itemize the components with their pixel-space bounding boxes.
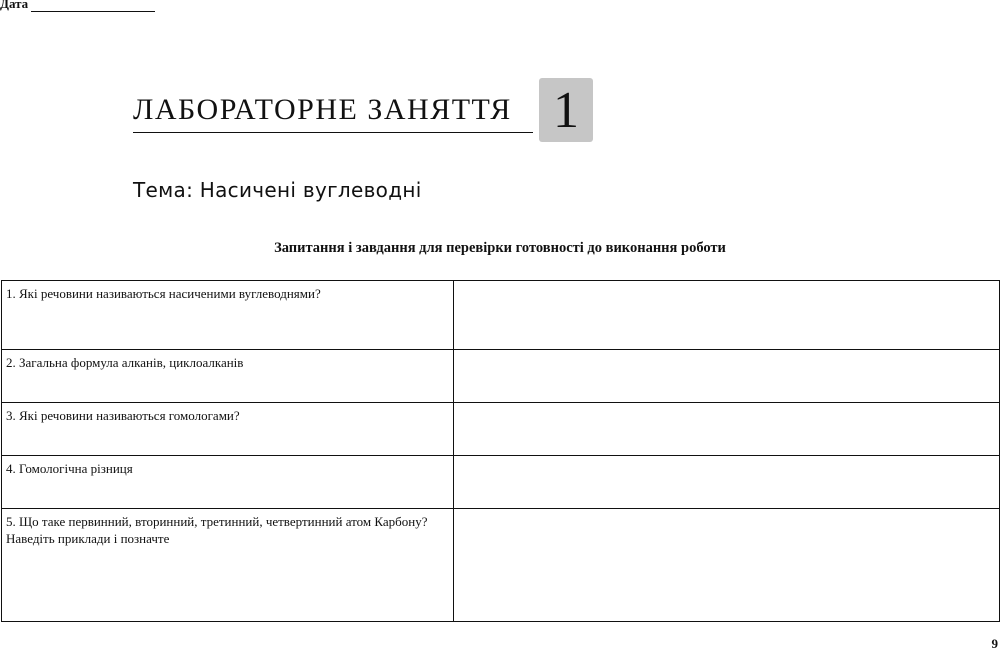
lab-title: ЛАБОРАТОРНЕ ЗАНЯТТЯ	[133, 88, 533, 133]
table-row	[2, 281, 1000, 350]
topic-title: Тема: Насичені вуглеводні	[133, 178, 422, 202]
lab-number-badge: 1	[539, 78, 593, 142]
date-blank-line[interactable]	[31, 0, 155, 12]
table-row	[2, 456, 1000, 509]
table-row	[2, 350, 1000, 403]
question-2: 2. Загальна формула алканів, циклоалканів	[2, 350, 454, 403]
answer-4-field[interactable]	[454, 456, 1000, 509]
table-row	[2, 403, 1000, 456]
section-heading: Запитання і завдання для перевірки готовності до виконання роботи	[274, 240, 726, 256]
date-label: Дата	[0, 0, 29, 11]
answer-5-field[interactable]	[454, 509, 1000, 622]
question-3: 3. Які речовини називаються гомологами?	[2, 403, 454, 456]
answer-1-field[interactable]	[454, 281, 1000, 350]
date-line	[0, 0, 155, 12]
page-number: 9	[991, 636, 998, 651]
questions-table	[1, 280, 1000, 622]
question-1: 1. Які речовини називаються насиченими вуглеводнями?	[2, 281, 454, 350]
table-row	[2, 509, 1000, 622]
answer-3-field[interactable]	[454, 403, 1000, 456]
question-4: 4. Гомологічна різниця	[2, 456, 454, 509]
answer-2-cell	[454, 350, 1000, 403]
question-5: 5. Що таке первинний, вторинний, третинний, четвертинний атом Карбону? Наведіть приклади і позначте	[2, 509, 454, 622]
